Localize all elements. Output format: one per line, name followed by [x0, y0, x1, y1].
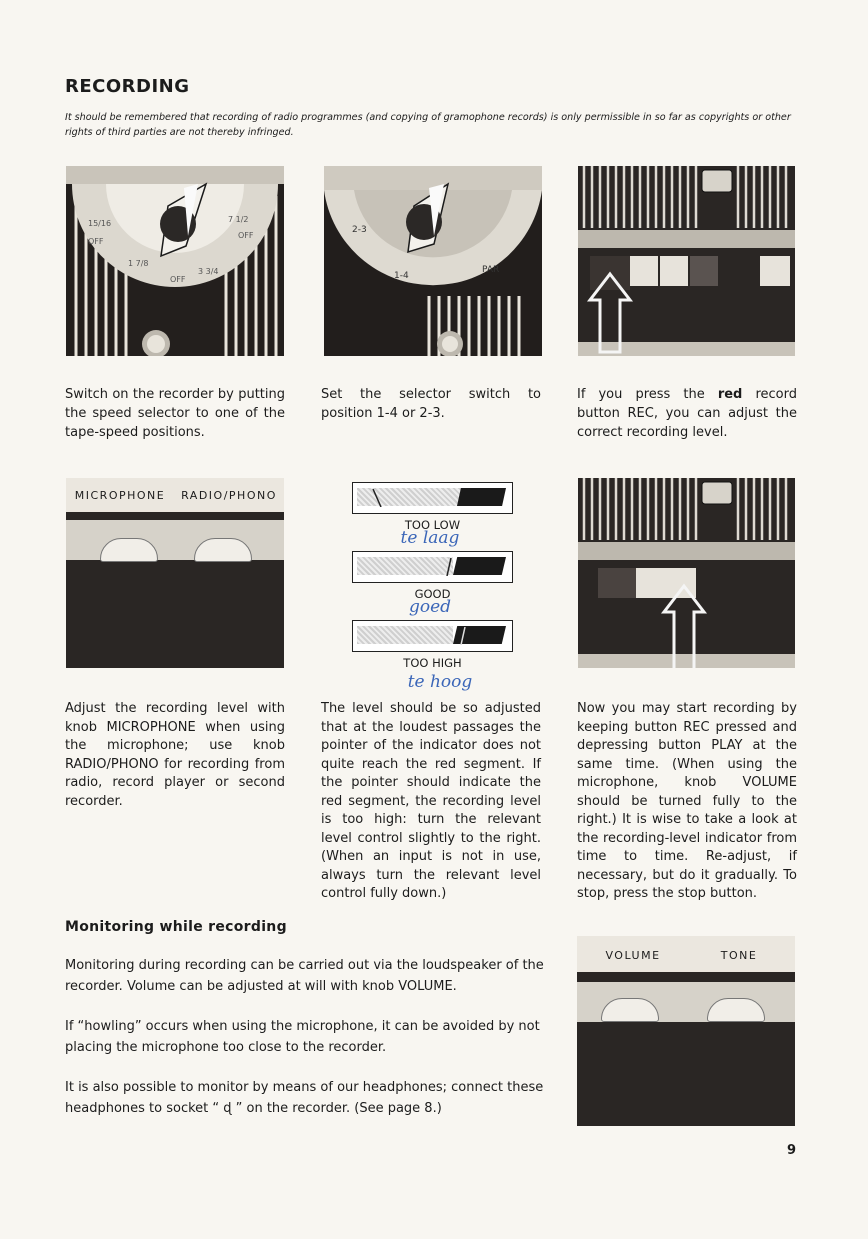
knob-volume [601, 998, 659, 1022]
speed-selector-illustration [66, 166, 284, 356]
svg-text:15/16: 15/16 [88, 219, 112, 228]
handwriting-too-high: te hoog [407, 672, 473, 692]
svg-text:1-4: 1-4 [394, 271, 409, 281]
rec-play-illustration [578, 478, 795, 668]
caption-rec-bold: red [717, 387, 743, 402]
svg-text:OFF: OFF [88, 237, 104, 246]
label-volume: VOLUME [605, 949, 661, 962]
level-indicator-too-high [352, 620, 513, 652]
handwriting-too-low: te laag [400, 528, 460, 548]
page-title: RECORDING [65, 76, 190, 97]
caption-rec-button [577, 385, 797, 442]
label-radio-phono: RADIO/PHONO [181, 489, 277, 502]
monitoring-paragraph-3: It is also possible to monitor by means of our headphones; connect these headphones to socket “ ɖ ” on the recorder. (See page 8.) [65, 1080, 544, 1116]
indicator-pointer [457, 627, 471, 645]
label-microphone: MICROPHONE [74, 489, 166, 502]
knob-tone [707, 998, 765, 1022]
copyright-note: It should be remembered that recording of radio programmes (and copying of gramophone records) is only permissible in so far as copyrights or other rights of third parties are not thereby infringed. [65, 112, 791, 138]
caption-input-knobs: Adjust the recording level with knob MICROPHONE when using the microphone; use knob RADIO/PHONO for recording from radio, record player or second recorder. [65, 701, 285, 809]
monitoring-heading: Monitoring while recording [65, 919, 287, 935]
label-too-high: TOO HIGH [403, 656, 462, 670]
knob-radio-phono [194, 538, 252, 562]
svg-text:OFF: OFF [238, 231, 254, 240]
volume-tone-photo [577, 936, 795, 1126]
label-good: GOOD [414, 587, 451, 601]
caption-speed-selector: Switch on the recorder by putting the speed selector to one of the tape-speed positions. [65, 387, 285, 440]
svg-text:2-3: 2-3 [352, 225, 367, 235]
label-too-low: TOO LOW [404, 518, 461, 532]
monitoring-paragraph-2: If “howling” occurs when using the microphone, it can be avoided by not placing the microphone too close to the recorder. [65, 1019, 540, 1055]
caption-level-indicator: The level should be so adjusted that at the loudest passages the pointer of the indicator does not quite reach the red segment. If the pointer should indicate the red segment, the recording level is too high: turn the relevant level control slightly to the right. (When an input is not in use, always turn the relevant level control fully down.) [321, 701, 541, 901]
knob-microphone [100, 538, 158, 562]
label-tone: TONE [720, 949, 758, 962]
caption-start-recording: Now you may start recording by keeping button REC pressed and depressing button PLAY at the same time. (When using the microphone, knob VOLUME should be turned fully to the right.) It is wise to take a look at the recording-level indicator from time to time. Re-adjust, if necessary, but do it gradually. To stop, press the stop button. [577, 701, 797, 901]
handwriting-good: goed [408, 597, 452, 617]
input-knobs-photo [66, 478, 284, 668]
level-indicator-good [352, 551, 513, 583]
monitoring-paragraph-1: Monitoring during recording can be carried out via the loudspeaker of the recorder. Volume can be adjusted at will with knob VOLUME. [65, 958, 544, 994]
rec-button-photo [578, 166, 795, 356]
svg-text:PAR: PAR [482, 265, 500, 275]
svg-text:3 3/4: 3 3/4 [198, 267, 219, 276]
track-selector-illustration [324, 166, 542, 356]
level-indicator-too-low [352, 482, 513, 514]
rec-button-illustration [578, 166, 795, 356]
svg-text:7 1/2: 7 1/2 [228, 215, 249, 224]
rec-play-photo [578, 478, 795, 668]
caption-rec-pre: If you press the [577, 387, 705, 402]
track-selector-photo [324, 166, 542, 356]
caption-rec-post: record button REC, you can adjust the correct recording level. [577, 387, 797, 440]
indicator-pointer [371, 489, 385, 507]
speed-selector-photo [66, 166, 284, 356]
page-number: 9 [786, 1143, 796, 1158]
svg-text:1 7/8: 1 7/8 [128, 259, 149, 268]
svg-text:OFF: OFF [170, 275, 186, 284]
caption-track-selector: Set the selector switch to position 1-4 or 2-3. [321, 387, 541, 421]
indicator-pointer [445, 558, 459, 576]
